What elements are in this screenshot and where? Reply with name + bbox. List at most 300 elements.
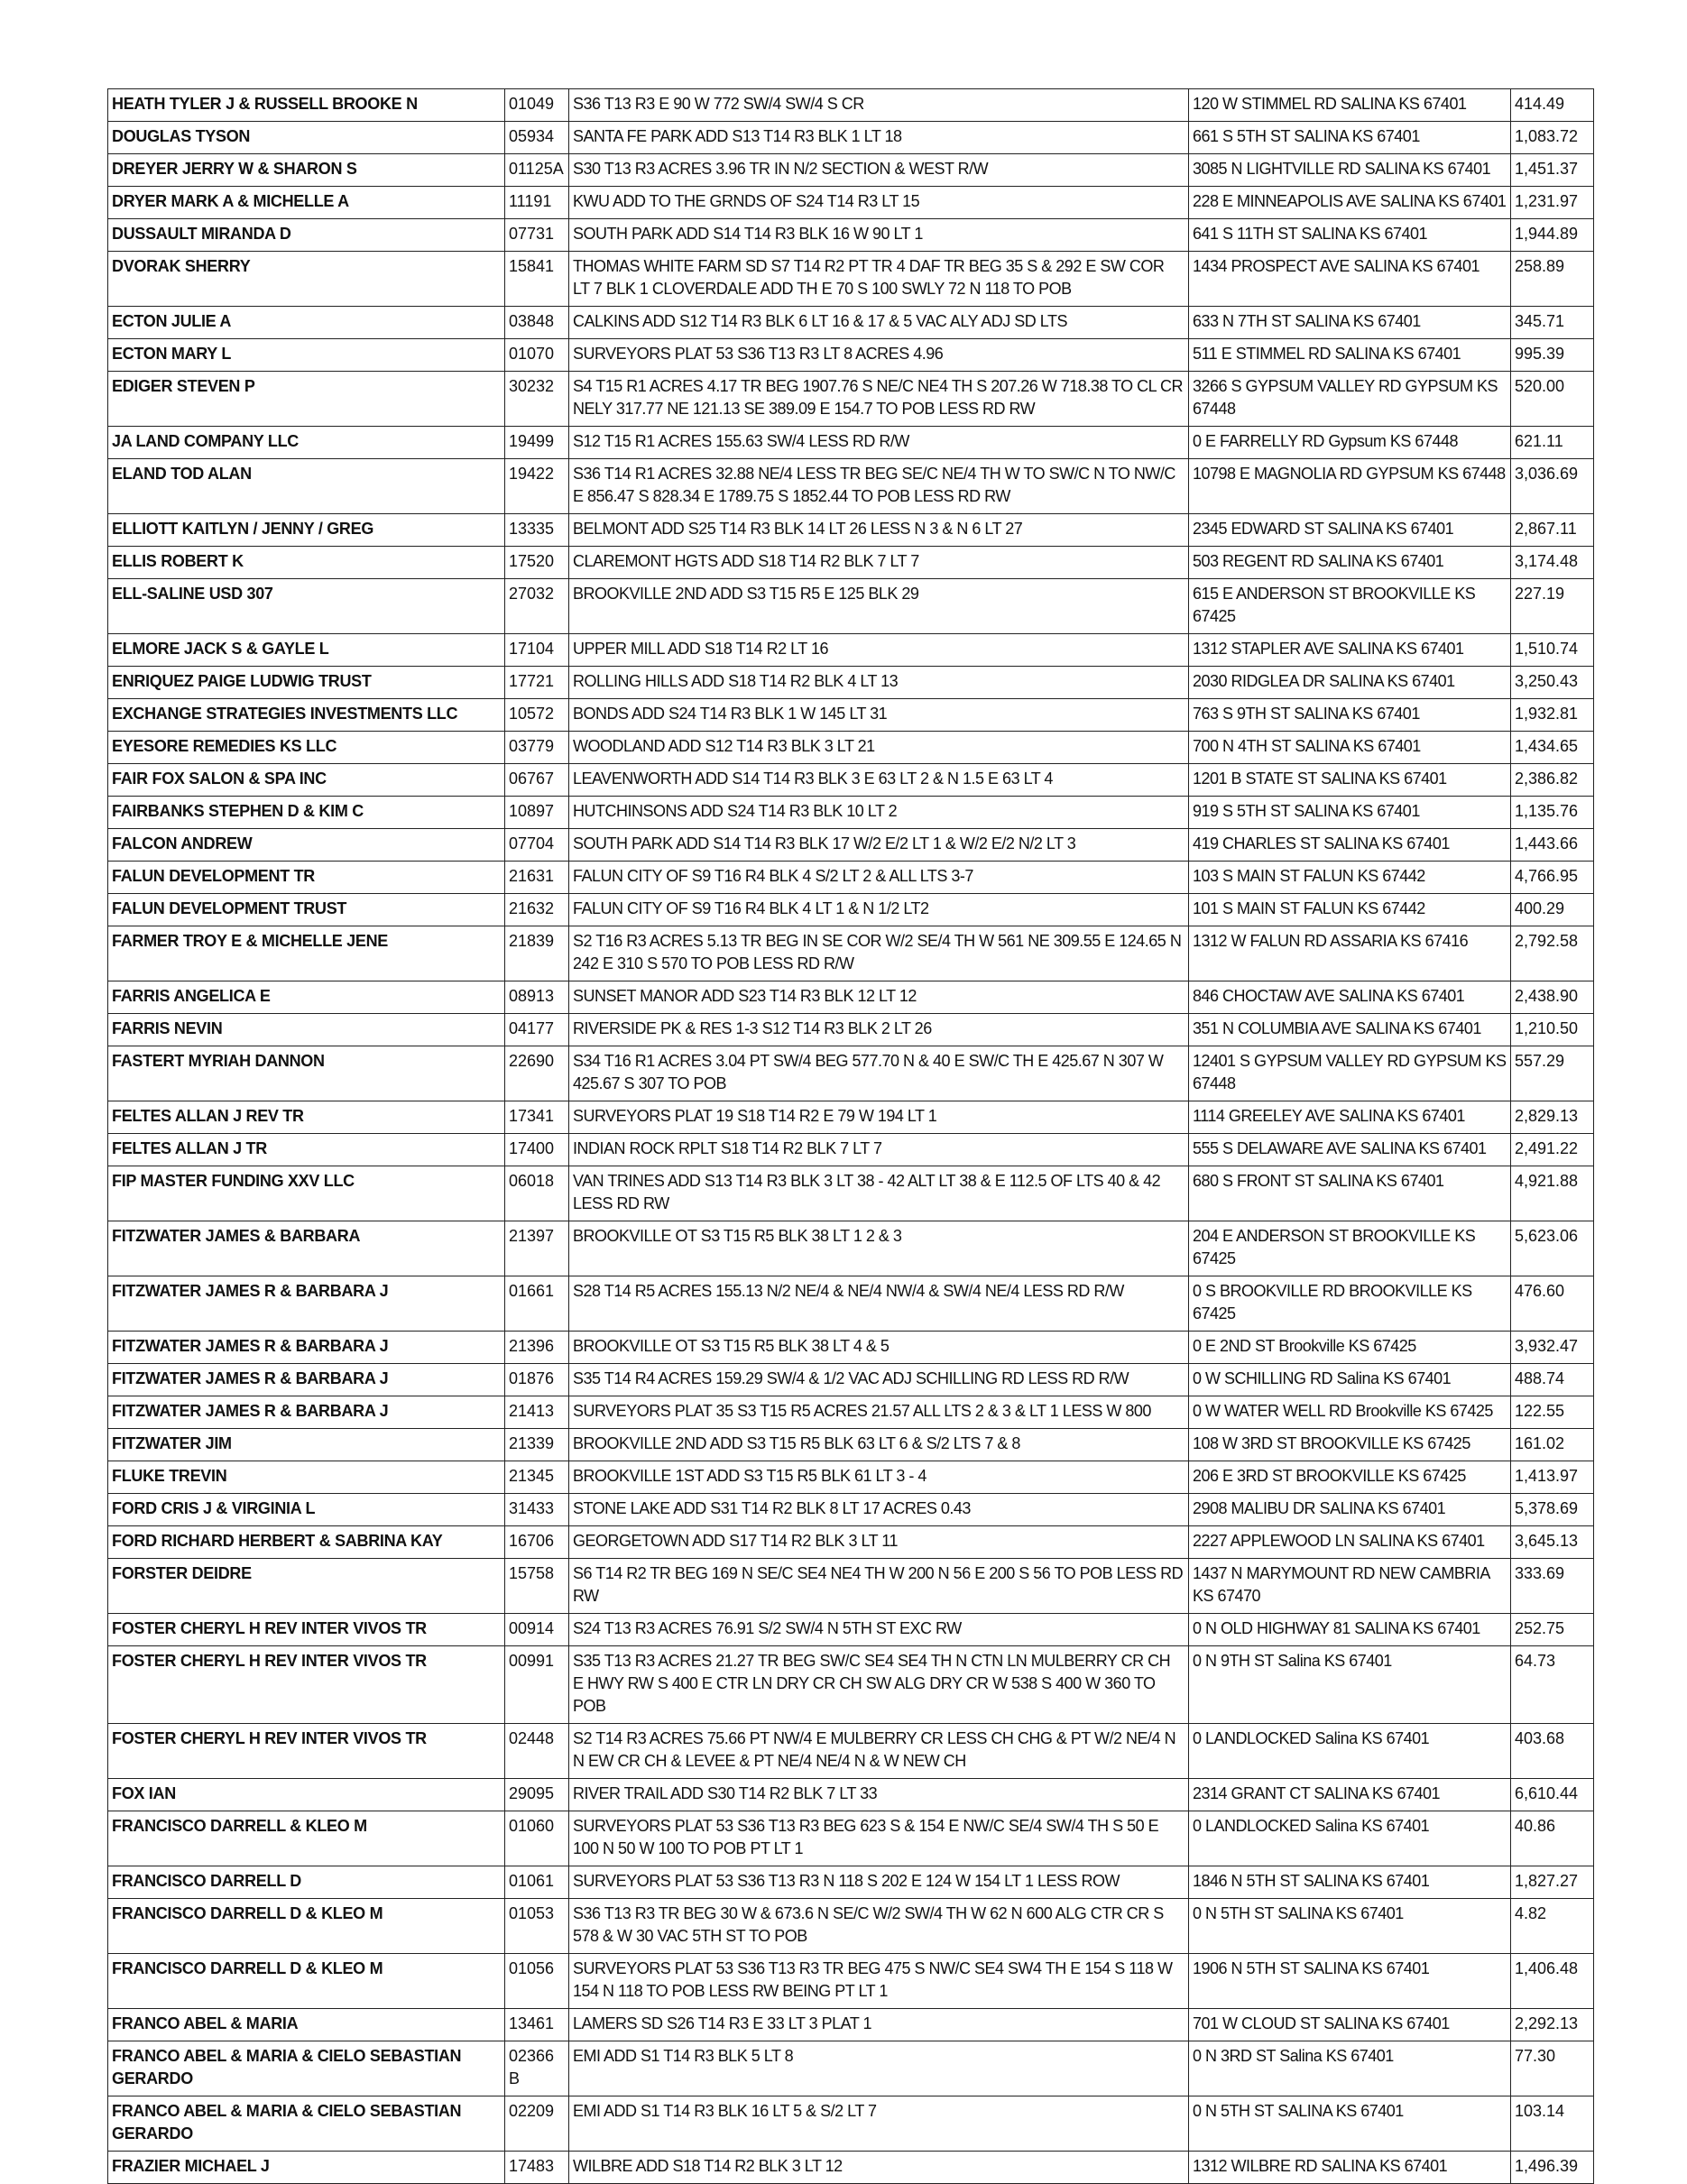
legal-description-cell: SUNSET MANOR ADD S23 T14 R3 BLK 12 LT 12 [569,981,1189,1014]
owner-name-cell: ECTON JULIE A [108,307,505,339]
parcel-id-cell: 17104 [505,634,569,667]
property-address-cell: 204 E ANDERSON ST BROOKVILLE KS 67425 [1189,1221,1511,1276]
table-row [108,667,1594,699]
owner-name-cell: ELLIOTT KAITLYN / JENNY / GREG [108,514,505,547]
table-row [108,634,1594,667]
property-address-cell: 10798 E MAGNOLIA RD GYPSUM KS 67448 [1189,459,1511,514]
parcel-id-cell: 03779 [505,732,569,764]
parcel-id-cell: 15841 [505,252,569,307]
table-row [108,89,1594,122]
table-row [108,2096,1594,2152]
property-address-cell: 0 N 3RD ST Salina KS 67401 [1189,2041,1511,2096]
legal-description-cell: EMI ADD S1 T14 R3 BLK 16 LT 5 & S/2 LT 7 [569,2096,1189,2152]
legal-description-cell: S24 T13 R3 ACRES 76.91 S/2 SW/4 N 5TH ST EXC RW [569,1614,1189,1646]
legal-description-cell: LEAVENWORTH ADD S14 T14 R3 BLK 3 E 63 LT 2 & N 1.5 E 63 LT 4 [569,764,1189,797]
tax-amount-cell: 2,386.82 [1511,764,1594,797]
table-row [108,427,1594,459]
parcel-id-cell: 21339 [505,1429,569,1461]
tax-amount-cell: 5,378.69 [1511,1494,1594,1526]
parcel-id-cell: 16706 [505,1526,569,1559]
owner-name-cell: ELLIS ROBERT K [108,547,505,579]
table-row [108,981,1594,1014]
legal-description-cell: FALUN CITY OF S9 T16 R4 BLK 4 LT 1 & N 1/2 LT2 [569,894,1189,926]
property-address-cell: 206 E 3RD ST BROOKVILLE KS 67425 [1189,1461,1511,1494]
table-row [108,1866,1594,1899]
legal-description-cell: S12 T15 R1 ACRES 155.63 SW/4 LESS RD R/W [569,427,1189,459]
owner-name-cell: FIP MASTER FUNDING XXV LLC [108,1166,505,1221]
legal-description-cell: WOODLAND ADD S12 T14 R3 BLK 3 LT 21 [569,732,1189,764]
property-address-cell: 763 S 9TH ST SALINA KS 67401 [1189,699,1511,732]
owner-name-cell: FRAZIER MICHAEL J [108,2152,505,2184]
tax-amount-cell: 403.68 [1511,1724,1594,1779]
property-address-cell: 2030 RIDGLEA DR SALINA KS 67401 [1189,667,1511,699]
property-address-cell: 351 N COLUMBIA AVE SALINA KS 67401 [1189,1014,1511,1046]
legal-description-cell: SANTA FE PARK ADD S13 T14 R3 BLK 1 LT 18 [569,122,1189,154]
table-row [108,579,1594,634]
tax-amount-cell: 333.69 [1511,1559,1594,1614]
table-row [108,1332,1594,1364]
tax-amount-cell: 1,406.48 [1511,1954,1594,2009]
property-address-cell: 1312 STAPLER AVE SALINA KS 67401 [1189,634,1511,667]
table-row [108,699,1594,732]
table-row [108,459,1594,514]
property-address-cell: 555 S DELAWARE AVE SALINA KS 67401 [1189,1134,1511,1166]
property-address-cell: 701 W CLOUD ST SALINA KS 67401 [1189,2009,1511,2041]
table-row [108,764,1594,797]
table-row [108,732,1594,764]
parcel-id-cell: 21345 [505,1461,569,1494]
legal-description-cell: SOUTH PARK ADD S14 T14 R3 BLK 17 W/2 E/2 LT 1 & W/2 E/2 N/2 LT 3 [569,829,1189,862]
table-row [108,1166,1594,1221]
parcel-id-cell: 15758 [505,1559,569,1614]
delinquent-tax-table [107,88,1594,2184]
legal-description-cell: WILBRE ADD S18 T14 R2 BLK 3 LT 12 [569,2152,1189,2184]
property-address-cell: 1201 B STATE ST SALINA KS 67401 [1189,764,1511,797]
owner-name-cell: FITZWATER JAMES & BARBARA [108,1221,505,1276]
owner-name-cell: FORD RICHARD HERBERT & SABRINA KAY [108,1526,505,1559]
property-address-cell: 919 S 5TH ST SALINA KS 67401 [1189,797,1511,829]
tax-amount-cell: 414.49 [1511,89,1594,122]
parcel-id-cell: 13461 [505,2009,569,2041]
parcel-id-cell: 01049 [505,89,569,122]
legal-description-cell: S36 T13 R3 E 90 W 772 SW/4 SW/4 S CR [569,89,1189,122]
property-address-cell: 641 S 11TH ST SALINA KS 67401 [1189,219,1511,252]
parcel-id-cell: 17520 [505,547,569,579]
tax-amount-cell: 227.19 [1511,579,1594,634]
legal-description-cell: S2 T16 R3 ACRES 5.13 TR BEG IN SE COR W/2 SE/4 TH W 561 NE 309.55 E 124.65 N 242 E 310 S 570 TO POB LESS RD R/W [569,926,1189,981]
legal-description-cell: BROOKVILLE 1ST ADD S3 T15 R5 BLK 61 LT 3 - 4 [569,1461,1189,1494]
legal-description-cell: BROOKVILLE OT S3 T15 R5 BLK 38 LT 4 & 5 [569,1332,1189,1364]
table-row [108,1724,1594,1779]
tax-amount-cell: 4,921.88 [1511,1166,1594,1221]
legal-description-cell: S6 T14 R2 TR BEG 169 N SE/C SE4 NE4 TH W 200 N 56 E 200 S 56 TO POB LESS RD RW [569,1559,1189,1614]
tax-amount-cell: 5,623.06 [1511,1221,1594,1276]
parcel-id-cell: 11191 [505,187,569,219]
owner-name-cell: FITZWATER JAMES R & BARBARA J [108,1276,505,1332]
tax-amount-cell: 103.14 [1511,2096,1594,2152]
tax-amount-cell: 3,645.13 [1511,1526,1594,1559]
tax-amount-cell: 3,174.48 [1511,547,1594,579]
table-row [108,252,1594,307]
tax-amount-cell: 621.11 [1511,427,1594,459]
owner-name-cell: ELL-SALINE USD 307 [108,579,505,634]
tax-amount-cell: 520.00 [1511,372,1594,427]
owner-name-cell: DREYER JERRY W & SHARON S [108,154,505,187]
owner-name-cell: FAIRBANKS STEPHEN D & KIM C [108,797,505,829]
legal-description-cell: SURVEYORS PLAT 53 S36 T13 R3 BEG 623 S & 154 E NW/C SE/4 SW/4 TH S 50 E 100 N 50 W 100 TO POB PT LT 1 [569,1811,1189,1866]
owner-name-cell: FRANCISCO DARRELL D & KLEO M [108,1954,505,2009]
tax-amount-cell: 252.75 [1511,1614,1594,1646]
parcel-id-cell: 21397 [505,1221,569,1276]
table-row [108,187,1594,219]
property-address-cell: 0 LANDLOCKED Salina KS 67401 [1189,1811,1511,1866]
parcel-id-cell: 04177 [505,1014,569,1046]
property-address-cell: 1906 N 5TH ST SALINA KS 67401 [1189,1954,1511,2009]
legal-description-cell: EMI ADD S1 T14 R3 BLK 5 LT 8 [569,2041,1189,2096]
tax-amount-cell: 64.73 [1511,1646,1594,1724]
owner-name-cell: FLUKE TREVIN [108,1461,505,1494]
legal-description-cell: BELMONT ADD S25 T14 R3 BLK 14 LT 26 LESS N 3 & N 6 LT 27 [569,514,1189,547]
table-row [108,1014,1594,1046]
table-row [108,1559,1594,1614]
tax-amount-cell: 1,932.81 [1511,699,1594,732]
table-row [108,1134,1594,1166]
tax-amount-cell: 488.74 [1511,1364,1594,1396]
parcel-id-cell: 10572 [505,699,569,732]
owner-name-cell: FRANCO ABEL & MARIA & CIELO SEBASTIAN GERARDO [108,2041,505,2096]
legal-description-cell: S28 T14 R5 ACRES 155.13 N/2 NE/4 & NE/4 NW/4 & SW/4 NE/4 LESS RD R/W [569,1276,1189,1332]
table-row [108,307,1594,339]
legal-description-cell: LAMERS SD S26 T14 R3 E 33 LT 3 PLAT 1 [569,2009,1189,2041]
property-address-cell: 108 W 3RD ST BROOKVILLE KS 67425 [1189,1429,1511,1461]
parcel-id-cell: 17341 [505,1101,569,1134]
tax-amount-cell: 2,829.13 [1511,1101,1594,1134]
legal-description-cell: SURVEYORS PLAT 35 S3 T15 R5 ACRES 21.57 ALL LTS 2 & 3 & LT 1 LESS W 800 [569,1396,1189,1429]
owner-name-cell: FRANCISCO DARRELL D & KLEO M [108,1899,505,1954]
owner-name-cell: FARRIS NEVIN [108,1014,505,1046]
owner-name-cell: FRANCISCO DARRELL D [108,1866,505,1899]
parcel-id-cell: 05934 [505,122,569,154]
owner-name-cell: FORD CRIS J & VIRGINIA L [108,1494,505,1526]
table-row [108,2152,1594,2184]
property-address-cell: 2227 APPLEWOOD LN SALINA KS 67401 [1189,1526,1511,1559]
property-address-cell: 228 E MINNEAPOLIS AVE SALINA KS 67401 [1189,187,1511,219]
property-address-cell: 633 N 7TH ST SALINA KS 67401 [1189,307,1511,339]
property-address-cell: 503 REGENT RD SALINA KS 67401 [1189,547,1511,579]
owner-name-cell: ELAND TOD ALAN [108,459,505,514]
parcel-id-cell: 01661 [505,1276,569,1332]
legal-description-cell: S36 T13 R3 TR BEG 30 W & 673.6 N SE/C W/2 SW/4 TH W 62 N 600 ALG CTR CR S 578 & W 30 VAC 5TH ST TO POB [569,1899,1189,1954]
parcel-id-cell: 21396 [505,1332,569,1364]
table-row [108,1364,1594,1396]
owner-name-cell: FITZWATER JIM [108,1429,505,1461]
table-row [108,1461,1594,1494]
owner-name-cell: FOSTER CHERYL H REV INTER VIVOS TR [108,1614,505,1646]
property-address-cell: 0 N 5TH ST SALINA KS 67401 [1189,2096,1511,2152]
property-address-cell: 2314 GRANT CT SALINA KS 67401 [1189,1779,1511,1811]
property-address-cell: 3266 S GYPSUM VALLEY RD GYPSUM KS 67448 [1189,372,1511,427]
legal-description-cell: SURVEYORS PLAT 53 S36 T13 R3 TR BEG 475 S NW/C SE4 SW4 TH E 154 S 118 W 154 N 118 TO POB LESS RW BEING PT LT 1 [569,1954,1189,2009]
property-address-cell: 0 W SCHILLING RD Salina KS 67401 [1189,1364,1511,1396]
property-address-cell: 419 CHARLES ST SALINA KS 67401 [1189,829,1511,862]
owner-name-cell: FORSTER DEIDRE [108,1559,505,1614]
parcel-id-cell: 31433 [505,1494,569,1526]
parcel-id-cell: 01070 [505,339,569,372]
parcel-id-cell: 01056 [505,1954,569,2009]
tax-amount-cell: 1,827.27 [1511,1866,1594,1899]
parcel-id-cell: 00991 [505,1646,569,1724]
owner-name-cell: FITZWATER JAMES R & BARBARA J [108,1396,505,1429]
owner-name-cell: FELTES ALLAN J REV TR [108,1101,505,1134]
legal-description-cell: BROOKVILLE 2ND ADD S3 T15 R5 E 125 BLK 29 [569,579,1189,634]
tax-amount-cell: 3,250.43 [1511,667,1594,699]
parcel-id-cell: 06767 [505,764,569,797]
tax-amount-cell: 161.02 [1511,1429,1594,1461]
parcel-id-cell: 21413 [505,1396,569,1429]
tax-amount-cell: 345.71 [1511,307,1594,339]
legal-description-cell: S36 T14 R1 ACRES 32.88 NE/4 LESS TR BEG SE/C NE/4 TH W TO SW/C N TO NW/C E 856.47 S 828.34 E 1789.75 S 1852.44 TO POB LESS RD RW [569,459,1189,514]
tax-amount-cell: 77.30 [1511,2041,1594,2096]
tax-amount-cell: 2,792.58 [1511,926,1594,981]
legal-description-cell: S4 T15 R1 ACRES 4.17 TR BEG 1907.76 S NE/C NE4 TH S 207.26 W 718.38 TO CL CR NELY 317.77 NE 121.13 SE 389.09 E 154.7 TO POB LESS RD RW [569,372,1189,427]
legal-description-cell: THOMAS WHITE FARM SD S7 T14 R2 PT TR 4 DAF TR BEG 35 S & 292 E SW COR LT 7 BLK 1 CLOVERDALE ADD TH E 70 S 100 SWLY 72 N 118 TO POB [569,252,1189,307]
table-row [108,1101,1594,1134]
table-row [108,1614,1594,1646]
tax-amount-cell: 1,231.97 [1511,187,1594,219]
property-address-cell: 661 S 5TH ST SALINA KS 67401 [1189,122,1511,154]
property-address-cell: 1434 PROSPECT AVE SALINA KS 67401 [1189,252,1511,307]
property-address-cell: 2908 MALIBU DR SALINA KS 67401 [1189,1494,1511,1526]
parcel-id-cell: 17483 [505,2152,569,2184]
owner-name-cell: FITZWATER JAMES R & BARBARA J [108,1364,505,1396]
table-row [108,514,1594,547]
legal-description-cell: RIVERSIDE PK & RES 1-3 S12 T14 R3 BLK 2 LT 26 [569,1014,1189,1046]
property-address-cell: 1437 N MARYMOUNT RD NEW CAMBRIA KS 67470 [1189,1559,1511,1614]
owner-name-cell: DUSSAULT MIRANDA D [108,219,505,252]
legal-description-cell: S30 T13 R3 ACRES 3.96 TR IN N/2 SECTION & WEST R/W [569,154,1189,187]
property-address-cell: 3085 N LIGHTVILLE RD SALINA KS 67401 [1189,154,1511,187]
tax-amount-cell: 557.29 [1511,1046,1594,1101]
table-row [108,339,1594,372]
owner-name-cell: FALUN DEVELOPMENT TRUST [108,894,505,926]
owner-name-cell: FOX IAN [108,1779,505,1811]
tax-amount-cell: 1,135.76 [1511,797,1594,829]
owner-name-cell: FAIR FOX SALON & SPA INC [108,764,505,797]
legal-description-cell: S35 T13 R3 ACRES 21.27 TR BEG SW/C SE4 SE4 TH N CTN LN MULBERRY CR CH E HWY RW S 400 E CTR LN DRY CR CH SW ALG DRY CR W 538 S 400 W 360 TO POB [569,1646,1189,1724]
legal-description-cell: S2 T14 R3 ACRES 75.66 PT NW/4 E MULBERRY CR LESS CH CHG & PT W/2 NE/4 N N EW CR CH & LEVEE & PT NE/4 NE/4 N & W NEW CH [569,1724,1189,1779]
parcel-id-cell: 02209 [505,2096,569,2152]
parcel-id-cell: 08913 [505,981,569,1014]
tax-amount-cell: 1,944.89 [1511,219,1594,252]
owner-name-cell: JA LAND COMPANY LLC [108,427,505,459]
tax-amount-cell: 1,451.37 [1511,154,1594,187]
parcel-id-cell: 07731 [505,219,569,252]
legal-description-cell: HUTCHINSONS ADD S24 T14 R3 BLK 10 LT 2 [569,797,1189,829]
property-address-cell: 0 S BROOKVILLE RD BROOKVILLE KS 67425 [1189,1276,1511,1332]
property-address-cell: 700 N 4TH ST SALINA KS 67401 [1189,732,1511,764]
table-row [108,219,1594,252]
table-row [108,1046,1594,1101]
owner-name-cell: ENRIQUEZ PAIGE LUDWIG TRUST [108,667,505,699]
parcel-id-cell: 22690 [505,1046,569,1101]
parcel-id-cell: 07704 [505,829,569,862]
legal-description-cell: SURVEYORS PLAT 19 S18 T14 R2 E 79 W 194 LT 1 [569,1101,1189,1134]
property-address-cell: 120 W STIMMEL RD SALINA KS 67401 [1189,89,1511,122]
legal-description-cell: BROOKVILLE 2ND ADD S3 T15 R5 BLK 63 LT 6 & S/2 LTS 7 & 8 [569,1429,1189,1461]
property-address-cell: 0 N 5TH ST SALINA KS 67401 [1189,1899,1511,1954]
tax-amount-cell: 40.86 [1511,1811,1594,1866]
property-address-cell: 1114 GREELEY AVE SALINA KS 67401 [1189,1101,1511,1134]
tax-amount-cell: 2,491.22 [1511,1134,1594,1166]
owner-name-cell: FITZWATER JAMES R & BARBARA J [108,1332,505,1364]
owner-name-cell: FARRIS ANGELICA E [108,981,505,1014]
legal-description-cell: FALUN CITY OF S9 T16 R4 BLK 4 S/2 LT 2 & ALL LTS 3-7 [569,862,1189,894]
parcel-id-cell: 01061 [505,1866,569,1899]
legal-description-cell: S35 T14 R4 ACRES 159.29 SW/4 & 1/2 VAC ADJ SCHILLING RD LESS RD R/W [569,1364,1189,1396]
parcel-id-cell: 21632 [505,894,569,926]
legal-description-cell: CLAREMONT HGTS ADD S18 T14 R2 BLK 7 LT 7 [569,547,1189,579]
owner-name-cell: FOSTER CHERYL H REV INTER VIVOS TR [108,1724,505,1779]
parcel-id-cell: 21839 [505,926,569,981]
tax-amount-cell: 400.29 [1511,894,1594,926]
tax-amount-cell: 2,867.11 [1511,514,1594,547]
parcel-id-cell: 17721 [505,667,569,699]
table-row [108,1494,1594,1526]
property-address-cell: 615 E ANDERSON ST BROOKVILLE KS 67425 [1189,579,1511,634]
table-row [108,1899,1594,1954]
tax-amount-cell: 476.60 [1511,1276,1594,1332]
owner-name-cell: FASTERT MYRIAH DANNON [108,1046,505,1101]
parcel-id-cell: 06018 [505,1166,569,1221]
legal-description-cell: CALKINS ADD S12 T14 R3 BLK 6 LT 16 & 17 & 5 VAC ALY ADJ SD LTS [569,307,1189,339]
legal-description-cell: RIVER TRAIL ADD S30 T14 R2 BLK 7 LT 33 [569,1779,1189,1811]
owner-name-cell: EXCHANGE STRATEGIES INVESTMENTS LLC [108,699,505,732]
owner-name-cell: FALUN DEVELOPMENT TR [108,862,505,894]
table-body [108,89,1594,2184]
property-address-cell: 846 CHOCTAW AVE SALINA KS 67401 [1189,981,1511,1014]
table-row [108,1526,1594,1559]
table-row [108,1276,1594,1332]
parcel-id-cell: 03848 [505,307,569,339]
legal-description-cell: GEORGETOWN ADD S17 T14 R2 BLK 3 LT 11 [569,1526,1189,1559]
table-row [108,2009,1594,2041]
owner-name-cell: FALCON ANDREW [108,829,505,862]
table-row [108,926,1594,981]
owner-name-cell: DRYER MARK A & MICHELLE A [108,187,505,219]
property-address-cell: 0 N 9TH ST Salina KS 67401 [1189,1646,1511,1724]
tax-amount-cell: 1,413.97 [1511,1461,1594,1494]
table-row [108,1779,1594,1811]
legal-description-cell: ROLLING HILLS ADD S18 T14 R2 BLK 4 LT 13 [569,667,1189,699]
table-row [108,894,1594,926]
table-row [108,1811,1594,1866]
legal-description-cell: SURVEYORS PLAT 53 S36 T13 R3 N 118 S 202 E 124 W 154 LT 1 LESS ROW [569,1866,1189,1899]
tax-amount-cell: 1,210.50 [1511,1014,1594,1046]
owner-name-cell: FRANCO ABEL & MARIA & CIELO SEBASTIAN GERARDO [108,2096,505,2152]
tax-amount-cell: 1,496.39 [1511,2152,1594,2184]
parcel-id-cell: 02366B [505,2041,569,2096]
owner-name-cell: ECTON MARY L [108,339,505,372]
property-address-cell: 101 S MAIN ST FALUN KS 67442 [1189,894,1511,926]
parcel-id-cell: 27032 [505,579,569,634]
tax-amount-cell: 4,766.95 [1511,862,1594,894]
legal-description-cell: BROOKVILLE OT S3 T15 R5 BLK 38 LT 1 2 & 3 [569,1221,1189,1276]
parcel-id-cell: 00914 [505,1614,569,1646]
property-address-cell: 0 W WATER WELL RD Brookville KS 67425 [1189,1396,1511,1429]
tax-amount-cell: 4.82 [1511,1899,1594,1954]
tax-amount-cell: 1,083.72 [1511,122,1594,154]
parcel-id-cell: 01060 [505,1811,569,1866]
table-row [108,1221,1594,1276]
legal-description-cell: S34 T16 R1 ACRES 3.04 PT SW/4 BEG 577.70 N & 40 E SW/C TH E 425.67 N 307 W 425.67 S 307 TO POB [569,1046,1189,1101]
table-row [108,1396,1594,1429]
legal-description-cell: SOUTH PARK ADD S14 T14 R3 BLK 16 W 90 LT 1 [569,219,1189,252]
parcel-id-cell: 29095 [505,1779,569,1811]
legal-description-cell: SURVEYORS PLAT 53 S36 T13 R3 LT 8 ACRES 4.96 [569,339,1189,372]
property-address-cell: 511 E STIMMEL RD SALINA KS 67401 [1189,339,1511,372]
owner-name-cell: ELMORE JACK S & GAYLE L [108,634,505,667]
tax-amount-cell: 1,434.65 [1511,732,1594,764]
parcel-id-cell: 01125A [505,154,569,187]
tax-amount-cell: 258.89 [1511,252,1594,307]
legal-description-cell: UPPER MILL ADD S18 T14 R2 LT 16 [569,634,1189,667]
table-row [108,154,1594,187]
tax-amount-cell: 1,510.74 [1511,634,1594,667]
tax-amount-cell: 995.39 [1511,339,1594,372]
table-row [108,1954,1594,2009]
table-row [108,1646,1594,1724]
property-address-cell: 0 E 2ND ST Brookville KS 67425 [1189,1332,1511,1364]
parcel-id-cell: 21631 [505,862,569,894]
property-address-cell: 1312 W FALUN RD ASSARIA KS 67416 [1189,926,1511,981]
table-row [108,862,1594,894]
property-address-cell: 0 LANDLOCKED Salina KS 67401 [1189,1724,1511,1779]
parcel-id-cell: 17400 [505,1134,569,1166]
owner-name-cell: FRANCO ABEL & MARIA [108,2009,505,2041]
property-address-cell: 680 S FRONT ST SALINA KS 67401 [1189,1166,1511,1221]
parcel-id-cell: 01876 [505,1364,569,1396]
legal-description-cell: VAN TRINES ADD S13 T14 R3 BLK 3 LT 38 - 42 ALT LT 38 & E 112.5 OF LTS 40 & 42 LESS RD RW [569,1166,1189,1221]
owner-name-cell: FELTES ALLAN J TR [108,1134,505,1166]
property-address-cell: 2345 EDWARD ST SALINA KS 67401 [1189,514,1511,547]
owner-name-cell: EYESORE REMEDIES KS LLC [108,732,505,764]
table-row [108,829,1594,862]
tax-amount-cell: 2,438.90 [1511,981,1594,1014]
owner-name-cell: FOSTER CHERYL H REV INTER VIVOS TR [108,1646,505,1724]
tax-amount-cell: 3,036.69 [1511,459,1594,514]
tax-amount-cell: 1,443.66 [1511,829,1594,862]
parcel-id-cell: 13335 [505,514,569,547]
legal-description-cell: STONE LAKE ADD S31 T14 R2 BLK 8 LT 17 ACRES 0.43 [569,1494,1189,1526]
table-row [108,1429,1594,1461]
table-row [108,372,1594,427]
tax-amount-cell: 2,292.13 [1511,2009,1594,2041]
property-address-cell: 1846 N 5TH ST SALINA KS 67401 [1189,1866,1511,1899]
legal-description-cell: INDIAN ROCK RPLT S18 T14 R2 BLK 7 LT 7 [569,1134,1189,1166]
owner-name-cell: DVORAK SHERRY [108,252,505,307]
legal-description-cell: KWU ADD TO THE GRNDS OF S24 T14 R3 LT 15 [569,187,1189,219]
parcel-id-cell: 30232 [505,372,569,427]
parcel-id-cell: 10897 [505,797,569,829]
owner-name-cell: EDIGER STEVEN P [108,372,505,427]
owner-name-cell: FRANCISCO DARRELL & KLEO M [108,1811,505,1866]
property-address-cell: 12401 S GYPSUM VALLEY RD GYPSUM KS 67448 [1189,1046,1511,1101]
legal-description-cell: BONDS ADD S24 T14 R3 BLK 1 W 145 LT 31 [569,699,1189,732]
owner-name-cell: FARMER TROY E & MICHELLE JENE [108,926,505,981]
owner-name-cell: DOUGLAS TYSON [108,122,505,154]
property-address-cell: 1312 WILBRE RD SALINA KS 67401 [1189,2152,1511,2184]
tax-amount-cell: 3,932.47 [1511,1332,1594,1364]
